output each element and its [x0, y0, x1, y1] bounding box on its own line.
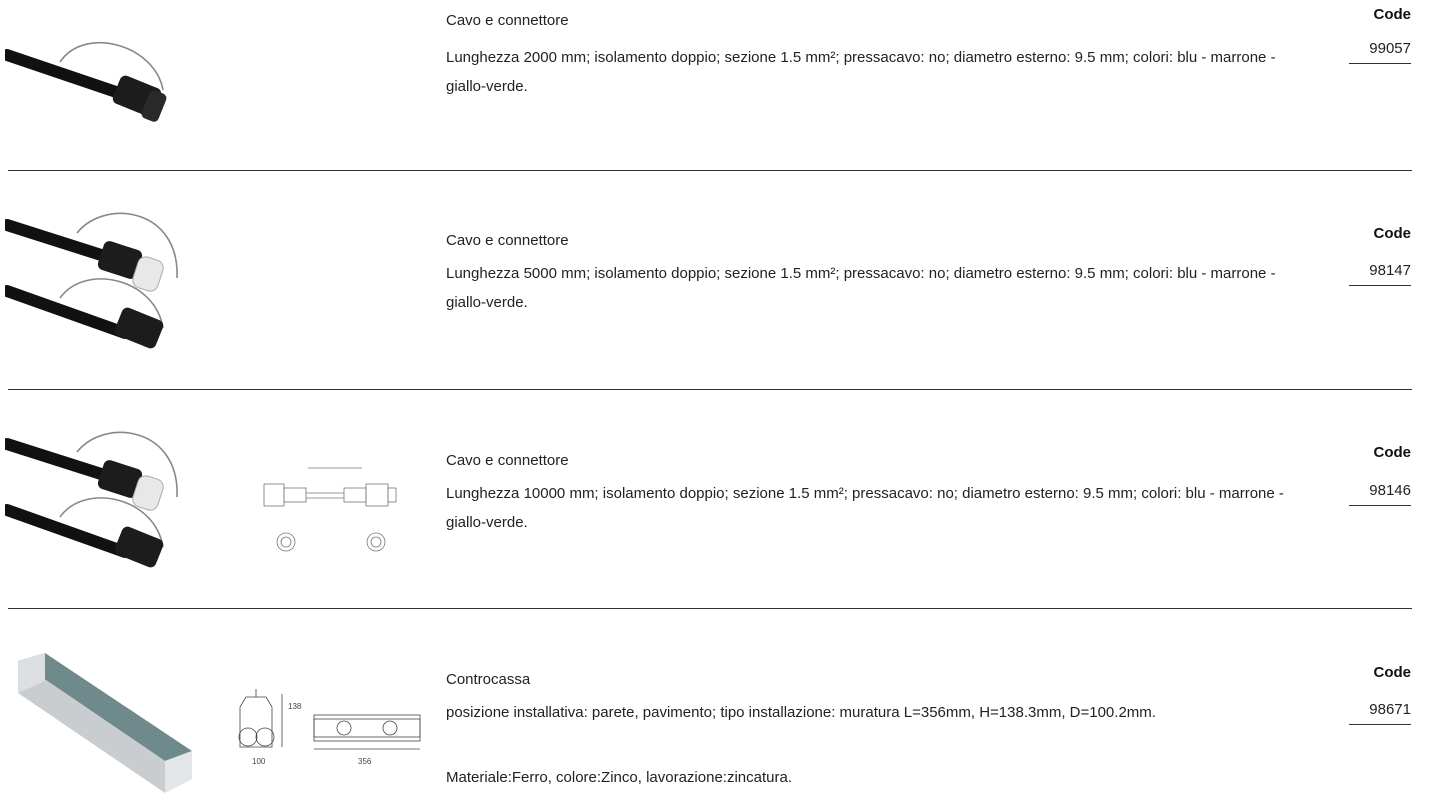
cable-connector-image [5, 203, 185, 363]
product-code-link[interactable] [1349, 262, 1411, 286]
product-row [0, 609, 1429, 794]
product-row [0, 0, 1429, 170]
drawing-height-label: 138 [288, 702, 302, 711]
code-label: Code [1373, 664, 1411, 681]
product-code-link[interactable] [1349, 482, 1411, 506]
cable-technical-drawing [252, 460, 412, 560]
product-title: Cavo e connettore [446, 452, 569, 469]
product-row [0, 390, 1429, 608]
drawing-length-label: 356 [358, 757, 372, 766]
product-code-link[interactable] [1349, 40, 1411, 64]
product-material: Materiale:Ferro, colore:Zinco, lavorazione:zincatura. [446, 769, 792, 786]
controcassa-technical-drawing [232, 689, 432, 774]
product-code[interactable]: 98671 [1369, 701, 1411, 718]
product-title: Cavo e connettore [446, 12, 569, 29]
product-description: Lunghezza 10000 mm; isolamento doppio; sezione 1.5 mm²; pressacavo: no; diametro esterno: 9.5 mm; colori: blu - marrone - giallo-verde. [446, 485, 1284, 531]
product-title: Controcassa [446, 671, 531, 688]
code-label: Code [1373, 6, 1411, 23]
drawing-width-label: 100 [252, 757, 266, 766]
code-label: Code [1373, 444, 1411, 461]
product-description: Lunghezza 2000 mm; isolamento doppio; sezione 1.5 mm²; pressacavo: no; diametro esterno: 9.5 mm; colori: blu - marrone - giallo-verde. [446, 49, 1276, 95]
code-label: Code [1373, 225, 1411, 242]
product-code-link[interactable] [1349, 701, 1411, 725]
product-description: Lunghezza 5000 mm; isolamento doppio; sezione 1.5 mm²; pressacavo: no; diametro esterno: 9.5 mm; colori: blu - marrone - giallo-verde. [446, 265, 1276, 311]
cable-connector-image [5, 25, 175, 135]
product-description: posizione installativa: parete, pavimento; tipo installazione: muratura L=356mm, H=138.3mm, D=100.2mm. [446, 704, 1156, 721]
cable-connector-image [5, 422, 185, 582]
product-code[interactable]: 99057 [1369, 40, 1411, 57]
product-code[interactable]: 98146 [1369, 482, 1411, 499]
product-title: Cavo e connettore [446, 232, 569, 249]
controcassa-image [10, 651, 200, 796]
product-code[interactable]: 98147 [1369, 262, 1411, 279]
product-row [0, 171, 1429, 389]
